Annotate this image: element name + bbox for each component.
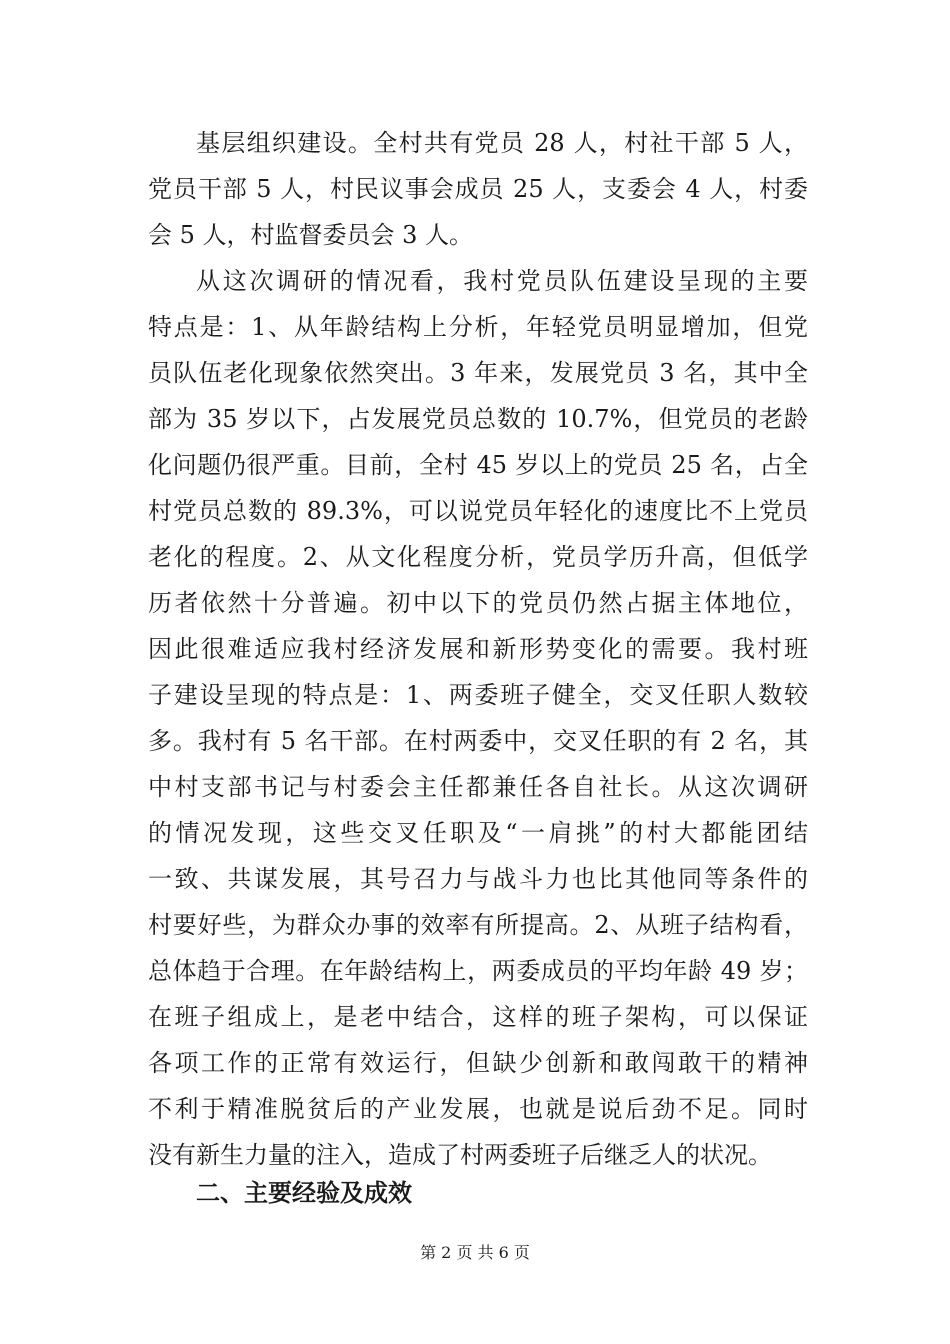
paragraph-1-line-1: 基层组织建设。全村共有党员 28 人，村社干部 5 人， xyxy=(196,129,808,157)
paragraph-2-line-12: 中村支部书记与村委会主任都兼任各自社长。从这次调研 xyxy=(148,773,808,801)
paragraph-2-line-13: 的情况发现，这些交叉任职及“一肩挑”的村大都能团结 xyxy=(148,819,808,847)
paragraph-2-line-10: 子建设呈现的特点是：1、两委班子健全，交叉任职人数较 xyxy=(148,681,808,709)
paragraph-2-line-8: 历者依然十分普遍。初中以下的党员仍然占据主体地位， xyxy=(148,589,808,617)
paragraph-2-line-7: 老化的程度。2、从文化程度分析，党员学历升高，但低学 xyxy=(148,543,808,571)
paragraph-2-line-18: 各项工作的正常有效运行，但缺少创新和敢闯敢干的精神 xyxy=(148,1049,808,1077)
paragraph-1-line-3: 会 5 人，村监督委员会 3 人。 xyxy=(148,221,474,249)
paragraph-2-line-15: 村要好些，为群众办事的效率有所提高。2、从班子结构看， xyxy=(148,911,808,939)
paragraph-2-line-6: 村党员总数的 89.3%，可以说党员年轻化的速度比不上党员 xyxy=(148,497,808,525)
section-heading: 二、主要经验及成效 xyxy=(196,1179,412,1207)
paragraph-2-line-4: 部为 35 岁以下，占发展党员总数的 10.7%，但党员的老龄 xyxy=(148,405,808,433)
paragraph-2-line-11: 多。我村有 5 名干部。在村两委中，交叉任职的有 2 名，其 xyxy=(148,727,808,755)
paragraph-2-line-2: 特点是：1、从年龄结构上分析，年轻党员明显增加，但党 xyxy=(148,313,808,341)
paragraph-2-line-9: 因此很难适应我村经济发展和新形势变化的需要。我村班 xyxy=(148,635,808,663)
paragraph-2-line-14: 一致、共谋发展，其号召力与战斗力也比其他同等条件的 xyxy=(148,865,808,893)
paragraph-2-line-20: 没有新生力量的注入，造成了村两委班子后继乏人的状况。 xyxy=(148,1141,772,1169)
paragraph-2-line-19: 不利于精准脱贫后的产业发展，也就是说后劲不足。同时 xyxy=(148,1095,808,1123)
paragraph-2-line-1: 从这次调研的情况看，我村党员队伍建设呈现的主要 xyxy=(196,267,808,295)
paragraph-2-line-5: 化问题仍很严重。目前，全村 45 岁以上的党员 25 名，占全 xyxy=(148,451,808,479)
paragraph-2-line-3: 员队伍老化现象依然突出。3 年来，发展党员 3 名，其中全 xyxy=(148,359,808,387)
paragraph-1-line-2: 党员干部 5 人，村民议事会成员 25 人，支委会 4 人，村委 xyxy=(148,175,808,203)
paragraph-2-line-17: 在班子组成上，是老中结合，这样的班子架构，可以保证 xyxy=(148,1003,808,1031)
paragraph-2-line-16: 总体趋于合理。在年龄结构上，两委成员的平均年龄 49 岁； xyxy=(148,957,808,985)
page-footer: 第 2 页 共 6 页 xyxy=(420,1243,530,1262)
